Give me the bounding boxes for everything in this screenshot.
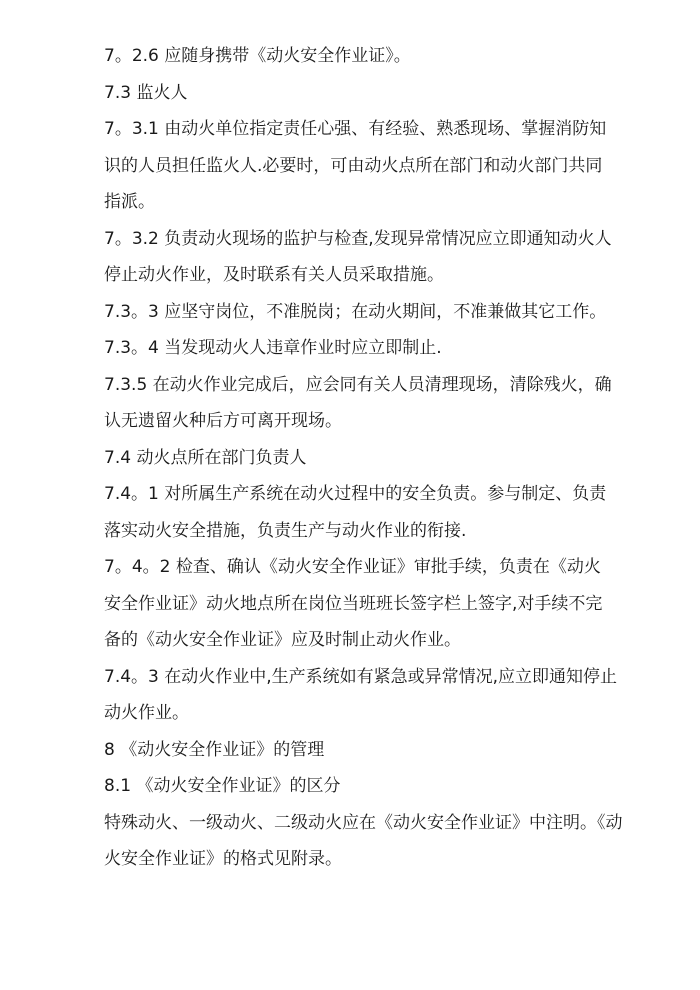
clause-7-4-1 bbox=[104, 476, 607, 549]
text-line: 7.4。3 在动火作业中,生产系统如有紧急或异常情况,应立即通知停止 bbox=[104, 666, 618, 687]
text-line: 动火作业。 bbox=[104, 703, 189, 723]
clause-7-3-2 bbox=[104, 221, 612, 294]
text-line: 特殊动火、一级动火、二级动火应在《动火安全作业证》中注明。《动 bbox=[104, 812, 623, 833]
heading-8-1 bbox=[104, 768, 604, 805]
text-line: 7.3 监火人 bbox=[104, 82, 188, 103]
text-line: 8.1 《动火安全作业证》的区分 bbox=[104, 776, 341, 796]
text-line: 7。4。2 检查、确认《动火安全作业证》审批手续，负责在《动火 bbox=[104, 557, 601, 577]
text-line: 7.4 动火点所在部门负责人 bbox=[104, 447, 307, 468]
text-line: 7.3.5 在动火作业完成后，应会同有关人员清理现场，清除残火，确 bbox=[104, 374, 612, 395]
clause-7-3-4 bbox=[104, 330, 604, 367]
text-line: 认无遗留火种后方可离开现场。 bbox=[104, 411, 342, 431]
clause-7-3-3 bbox=[104, 294, 607, 331]
text-line: 7.4。1 对所属生产系统在动火过程中的安全负责。参与制定、负责 bbox=[104, 484, 607, 504]
clause-7-4-2 bbox=[104, 549, 604, 659]
text-line: 7.3。4 当发现动火人违章作业时应立即制止. bbox=[104, 338, 442, 358]
text-line: 识的人员担任监火人.必要时，可由动火点所在部门和动火部门共同 bbox=[104, 155, 603, 176]
text-line: 7。3.2 负责动火现场的监护与检查,发现异常情况应立即通知动火人 bbox=[104, 228, 612, 249]
clause-7-4-3 bbox=[104, 659, 618, 732]
text-line: 火安全作业证》的格式见附录。 bbox=[104, 849, 342, 869]
heading-7-4 bbox=[104, 440, 604, 477]
text-line: 8 《动火安全作业证》的管理 bbox=[104, 739, 325, 760]
text-line: 7。2.6 应随身携带《动火安全作业证》。 bbox=[104, 46, 411, 66]
text-line: 7.3。3 应坚守岗位，不准脱岗；在动火期间，不准兼做其它工作。 bbox=[104, 301, 607, 322]
document-body bbox=[104, 38, 623, 878]
clause-7-3-1 bbox=[104, 111, 607, 221]
clause-7-3-5 bbox=[104, 367, 612, 440]
text-line: 7。3.1 由动火单位指定责任心强、有经验、熟悉现场、掌握消防知 bbox=[104, 119, 607, 139]
text-line: 安全作业证》动火地点所在岗位当班班长签字栏上签字,对手续不完 bbox=[104, 593, 603, 614]
text-line: 停止动火作业，及时联系有关人员采取措施。 bbox=[104, 265, 444, 285]
heading-7-3 bbox=[104, 75, 604, 112]
text-line: 备的《动火安全作业证》应及时制止动火作业。 bbox=[104, 630, 461, 650]
text-line: 落实动火安全措施，负责生产与动火作业的衔接. bbox=[104, 520, 467, 541]
clause-7-2-6 bbox=[104, 38, 604, 75]
text-line: 指派。 bbox=[104, 192, 155, 212]
clause-8-1-body bbox=[104, 805, 623, 878]
heading-8 bbox=[104, 732, 604, 769]
